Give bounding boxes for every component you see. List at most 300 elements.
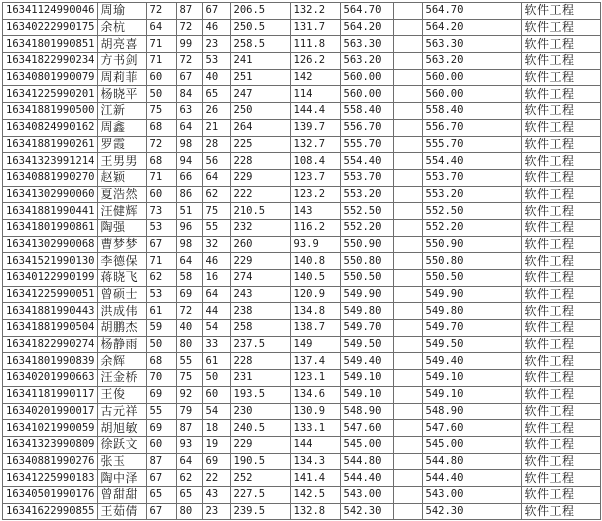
cell-student-id[interactable]: 16341225990201 <box>3 86 98 103</box>
cell-score-5[interactable]: 140.8 <box>290 253 340 270</box>
cell-final-total[interactable]: 544.40 <box>422 470 521 487</box>
cell-name[interactable]: 夏浩然 <box>97 186 146 203</box>
cell-final-total[interactable]: 556.70 <box>422 119 521 136</box>
cell-student-id[interactable]: 16340501990176 <box>3 486 98 503</box>
cell-score-5[interactable]: 108.4 <box>290 153 340 170</box>
cell-student-id[interactable]: 16341822990234 <box>3 53 98 70</box>
cell-major[interactable]: 软件工程 <box>521 436 600 453</box>
cell-name[interactable]: 赵颖 <box>97 169 146 186</box>
cell-score-2[interactable]: 51 <box>176 203 202 220</box>
cell-student-id[interactable]: 16341622990855 <box>3 503 98 520</box>
cell-score-2[interactable]: 96 <box>176 219 202 236</box>
cell-final-total[interactable]: 552.20 <box>422 219 521 236</box>
cell-score-4[interactable]: 229 <box>230 253 290 270</box>
cell-score-1[interactable]: 71 <box>146 36 176 53</box>
cell-empty[interactable] <box>393 219 422 236</box>
cell-score-1[interactable]: 71 <box>146 169 176 186</box>
cell-score-3[interactable]: 32 <box>202 236 230 253</box>
cell-name[interactable]: 陶中泽 <box>97 470 146 487</box>
cell-score-1[interactable]: 50 <box>146 86 176 103</box>
cell-score-1[interactable]: 67 <box>146 470 176 487</box>
cell-final-total[interactable]: 543.00 <box>422 486 521 503</box>
cell-score-1[interactable]: 70 <box>146 370 176 387</box>
cell-empty[interactable] <box>393 320 422 337</box>
cell-name[interactable]: 周瑜 <box>97 3 146 20</box>
cell-score-2[interactable]: 58 <box>176 270 202 287</box>
cell-score-4[interactable]: 250 <box>230 103 290 120</box>
cell-score-5[interactable]: 140.5 <box>290 270 340 287</box>
cell-final-total[interactable]: 553.70 <box>422 169 521 186</box>
cell-score-1[interactable]: 60 <box>146 186 176 203</box>
cell-total[interactable]: 544.80 <box>340 453 393 470</box>
cell-final-total[interactable]: 555.70 <box>422 136 521 153</box>
cell-final-total[interactable]: 547.60 <box>422 420 521 437</box>
cell-student-id[interactable]: 16341881990443 <box>3 303 98 320</box>
cell-score-2[interactable]: 40 <box>176 320 202 337</box>
cell-score-4[interactable]: 240.5 <box>230 420 290 437</box>
cell-total[interactable]: 549.80 <box>340 303 393 320</box>
cell-score-4[interactable]: 264 <box>230 119 290 136</box>
cell-empty[interactable] <box>393 169 422 186</box>
cell-score-3[interactable]: 55 <box>202 219 230 236</box>
cell-score-1[interactable]: 60 <box>146 69 176 86</box>
cell-score-2[interactable]: 72 <box>176 19 202 36</box>
cell-score-3[interactable]: 46 <box>202 19 230 36</box>
cell-name[interactable]: 罗霞 <box>97 136 146 153</box>
cell-score-5[interactable]: 111.8 <box>290 36 340 53</box>
cell-score-2[interactable]: 80 <box>176 336 202 353</box>
cell-total[interactable]: 560.00 <box>340 69 393 86</box>
cell-student-id[interactable]: 16341881990441 <box>3 203 98 220</box>
cell-score-5[interactable]: 114 <box>290 86 340 103</box>
cell-score-4[interactable]: 247 <box>230 86 290 103</box>
cell-score-4[interactable]: 228 <box>230 153 290 170</box>
cell-empty[interactable] <box>393 136 422 153</box>
cell-score-1[interactable]: 69 <box>146 386 176 403</box>
cell-final-total[interactable]: 549.10 <box>422 370 521 387</box>
cell-student-id[interactable]: 16341225990051 <box>3 286 98 303</box>
cell-score-3[interactable]: 54 <box>202 403 230 420</box>
cell-score-2[interactable]: 79 <box>176 403 202 420</box>
cell-major[interactable]: 软件工程 <box>521 36 600 53</box>
cell-score-3[interactable]: 60 <box>202 386 230 403</box>
cell-score-4[interactable]: 251 <box>230 69 290 86</box>
cell-score-3[interactable]: 18 <box>202 420 230 437</box>
cell-final-total[interactable]: 549.90 <box>422 286 521 303</box>
cell-student-id[interactable]: 16341881990504 <box>3 320 98 337</box>
cell-name[interactable]: 胡旭敏 <box>97 420 146 437</box>
cell-final-total[interactable]: 548.90 <box>422 403 521 420</box>
cell-score-5[interactable]: 132.7 <box>290 136 340 153</box>
cell-major[interactable]: 软件工程 <box>521 486 600 503</box>
cell-empty[interactable] <box>393 36 422 53</box>
cell-name[interactable]: 洪成伟 <box>97 303 146 320</box>
cell-score-1[interactable]: 72 <box>146 136 176 153</box>
cell-score-4[interactable]: 252 <box>230 470 290 487</box>
cell-score-3[interactable]: 64 <box>202 286 230 303</box>
cell-total[interactable]: 552.50 <box>340 203 393 220</box>
cell-score-2[interactable]: 64 <box>176 453 202 470</box>
cell-score-3[interactable]: 23 <box>202 36 230 53</box>
cell-empty[interactable] <box>393 119 422 136</box>
cell-score-2[interactable]: 55 <box>176 353 202 370</box>
cell-empty[interactable] <box>393 470 422 487</box>
cell-score-2[interactable]: 94 <box>176 153 202 170</box>
cell-empty[interactable] <box>393 336 422 353</box>
cell-score-5[interactable]: 134.6 <box>290 386 340 403</box>
cell-student-id[interactable]: 16341801990851 <box>3 36 98 53</box>
cell-student-id[interactable]: 16340201990017 <box>3 403 98 420</box>
cell-empty[interactable] <box>393 3 422 20</box>
cell-total[interactable]: 563.20 <box>340 53 393 70</box>
cell-major[interactable]: 软件工程 <box>521 153 600 170</box>
cell-empty[interactable] <box>393 486 422 503</box>
cell-empty[interactable] <box>393 436 422 453</box>
cell-score-2[interactable]: 65 <box>176 486 202 503</box>
cell-name[interactable]: 曾硕士 <box>97 286 146 303</box>
cell-score-4[interactable]: 222 <box>230 186 290 203</box>
cell-score-5[interactable]: 137.4 <box>290 353 340 370</box>
cell-name[interactable]: 张玉 <box>97 453 146 470</box>
cell-name[interactable]: 周莉菲 <box>97 69 146 86</box>
cell-student-id[interactable]: 16341181990117 <box>3 386 98 403</box>
cell-score-3[interactable]: 22 <box>202 470 230 487</box>
cell-major[interactable]: 软件工程 <box>521 103 600 120</box>
cell-major[interactable]: 软件工程 <box>521 420 600 437</box>
cell-total[interactable]: 550.90 <box>340 236 393 253</box>
cell-name[interactable]: 汪健辉 <box>97 203 146 220</box>
cell-score-4[interactable]: 228 <box>230 353 290 370</box>
cell-score-4[interactable]: 258.5 <box>230 36 290 53</box>
cell-score-1[interactable]: 50 <box>146 336 176 353</box>
cell-total[interactable]: 549.40 <box>340 353 393 370</box>
cell-major[interactable]: 软件工程 <box>521 470 600 487</box>
cell-major[interactable]: 软件工程 <box>521 286 600 303</box>
cell-total[interactable]: 549.10 <box>340 370 393 387</box>
cell-score-5[interactable]: 144.4 <box>290 103 340 120</box>
cell-score-1[interactable]: 55 <box>146 403 176 420</box>
cell-score-3[interactable]: 26 <box>202 103 230 120</box>
cell-empty[interactable] <box>393 53 422 70</box>
cell-score-5[interactable]: 116.2 <box>290 219 340 236</box>
cell-major[interactable]: 软件工程 <box>521 219 600 236</box>
cell-total[interactable]: 553.20 <box>340 186 393 203</box>
cell-final-total[interactable]: 550.50 <box>422 270 521 287</box>
cell-major[interactable]: 软件工程 <box>521 403 600 420</box>
cell-final-total[interactable]: 558.40 <box>422 103 521 120</box>
cell-final-total[interactable]: 553.20 <box>422 186 521 203</box>
cell-score-5[interactable]: 132.8 <box>290 503 340 520</box>
cell-total[interactable]: 552.20 <box>340 219 393 236</box>
cell-name[interactable]: 胡鹏杰 <box>97 320 146 337</box>
cell-score-1[interactable]: 71 <box>146 53 176 70</box>
cell-empty[interactable] <box>393 153 422 170</box>
cell-total[interactable]: 549.90 <box>340 286 393 303</box>
cell-name[interactable]: 周鑫 <box>97 119 146 136</box>
cell-student-id[interactable]: 16341801990861 <box>3 219 98 236</box>
cell-student-id[interactable]: 16341521990130 <box>3 253 98 270</box>
cell-total[interactable]: 549.70 <box>340 320 393 337</box>
cell-name[interactable]: 曹梦梦 <box>97 236 146 253</box>
cell-major[interactable]: 软件工程 <box>521 203 600 220</box>
cell-score-4[interactable]: 231 <box>230 370 290 387</box>
cell-major[interactable]: 软件工程 <box>521 253 600 270</box>
cell-major[interactable]: 软件工程 <box>521 336 600 353</box>
cell-empty[interactable] <box>393 19 422 36</box>
cell-student-id[interactable]: 16341881990500 <box>3 103 98 120</box>
cell-major[interactable]: 软件工程 <box>521 169 600 186</box>
cell-score-4[interactable]: 243 <box>230 286 290 303</box>
cell-name[interactable]: 李德保 <box>97 253 146 270</box>
cell-score-3[interactable]: 64 <box>202 169 230 186</box>
cell-score-4[interactable]: 237.5 <box>230 336 290 353</box>
cell-final-total[interactable]: 563.20 <box>422 53 521 70</box>
cell-major[interactable]: 软件工程 <box>521 136 600 153</box>
cell-student-id[interactable]: 16340881990276 <box>3 453 98 470</box>
cell-empty[interactable] <box>393 453 422 470</box>
cell-empty[interactable] <box>393 303 422 320</box>
cell-student-id[interactable]: 16341881990261 <box>3 136 98 153</box>
cell-score-5[interactable]: 132.2 <box>290 3 340 20</box>
cell-total[interactable]: 563.30 <box>340 36 393 53</box>
cell-score-4[interactable]: 229 <box>230 169 290 186</box>
cell-score-1[interactable]: 60 <box>146 436 176 453</box>
cell-student-id[interactable]: 16341323991214 <box>3 153 98 170</box>
cell-score-2[interactable]: 64 <box>176 253 202 270</box>
cell-score-4[interactable]: 260 <box>230 236 290 253</box>
cell-final-total[interactable]: 549.40 <box>422 353 521 370</box>
cell-student-id[interactable]: 16341323990809 <box>3 436 98 453</box>
cell-score-2[interactable]: 99 <box>176 36 202 53</box>
cell-major[interactable]: 软件工程 <box>521 303 600 320</box>
cell-total[interactable]: 560.00 <box>340 86 393 103</box>
cell-score-1[interactable]: 64 <box>146 19 176 36</box>
cell-final-total[interactable]: 542.30 <box>422 503 521 520</box>
cell-total[interactable]: 564.20 <box>340 19 393 36</box>
cell-score-2[interactable]: 72 <box>176 303 202 320</box>
cell-score-1[interactable]: 53 <box>146 219 176 236</box>
cell-final-total[interactable]: 552.50 <box>422 203 521 220</box>
cell-score-4[interactable]: 241 <box>230 53 290 70</box>
cell-empty[interactable] <box>393 353 422 370</box>
cell-score-3[interactable]: 21 <box>202 119 230 136</box>
cell-name[interactable]: 王俊 <box>97 386 146 403</box>
cell-empty[interactable] <box>393 420 422 437</box>
cell-score-5[interactable]: 142.5 <box>290 486 340 503</box>
cell-empty[interactable] <box>393 103 422 120</box>
cell-name[interactable]: 陶强 <box>97 219 146 236</box>
cell-score-3[interactable]: 46 <box>202 253 230 270</box>
cell-final-total[interactable]: 544.80 <box>422 453 521 470</box>
cell-empty[interactable] <box>393 286 422 303</box>
cell-name[interactable]: 王男男 <box>97 153 146 170</box>
cell-name[interactable]: 古元祥 <box>97 403 146 420</box>
cell-major[interactable]: 软件工程 <box>521 119 600 136</box>
cell-score-5[interactable]: 123.2 <box>290 186 340 203</box>
cell-score-2[interactable]: 72 <box>176 53 202 70</box>
cell-score-4[interactable]: 238 <box>230 303 290 320</box>
cell-score-3[interactable]: 67 <box>202 3 230 20</box>
cell-total[interactable]: 556.70 <box>340 119 393 136</box>
cell-score-4[interactable]: 229 <box>230 436 290 453</box>
cell-score-3[interactable]: 28 <box>202 136 230 153</box>
cell-final-total[interactable]: 549.10 <box>422 386 521 403</box>
cell-score-1[interactable]: 71 <box>146 253 176 270</box>
cell-score-2[interactable]: 64 <box>176 119 202 136</box>
cell-final-total[interactable]: 549.70 <box>422 320 521 337</box>
cell-score-1[interactable]: 67 <box>146 503 176 520</box>
cell-total[interactable]: 558.40 <box>340 103 393 120</box>
cell-score-2[interactable]: 98 <box>176 236 202 253</box>
cell-student-id[interactable]: 16340222990175 <box>3 19 98 36</box>
cell-final-total[interactable]: 564.20 <box>422 19 521 36</box>
cell-score-1[interactable]: 68 <box>146 353 176 370</box>
cell-name[interactable]: 余辉 <box>97 353 146 370</box>
cell-score-5[interactable]: 131.7 <box>290 19 340 36</box>
cell-total[interactable]: 549.50 <box>340 336 393 353</box>
cell-score-5[interactable]: 144 <box>290 436 340 453</box>
cell-name[interactable]: 王茹倩 <box>97 503 146 520</box>
cell-empty[interactable] <box>393 253 422 270</box>
cell-major[interactable]: 软件工程 <box>521 320 600 337</box>
cell-score-5[interactable]: 139.7 <box>290 119 340 136</box>
cell-score-2[interactable]: 86 <box>176 186 202 203</box>
cell-total[interactable]: 550.80 <box>340 253 393 270</box>
cell-total[interactable]: 548.90 <box>340 403 393 420</box>
cell-total[interactable]: 554.40 <box>340 153 393 170</box>
cell-student-id[interactable]: 16340881990270 <box>3 169 98 186</box>
cell-score-5[interactable]: 126.2 <box>290 53 340 70</box>
cell-student-id[interactable]: 16341124990046 <box>3 3 98 20</box>
cell-name[interactable]: 方书剑 <box>97 53 146 70</box>
cell-score-2[interactable]: 92 <box>176 386 202 403</box>
cell-empty[interactable] <box>393 270 422 287</box>
cell-score-5[interactable]: 123.1 <box>290 370 340 387</box>
cell-major[interactable]: 软件工程 <box>521 386 600 403</box>
cell-empty[interactable] <box>393 403 422 420</box>
cell-total[interactable]: 564.70 <box>340 3 393 20</box>
cell-score-4[interactable]: 258 <box>230 320 290 337</box>
cell-major[interactable]: 软件工程 <box>521 19 600 36</box>
cell-major[interactable]: 软件工程 <box>521 53 600 70</box>
cell-score-1[interactable]: 68 <box>146 119 176 136</box>
cell-student-id[interactable]: 16341302990060 <box>3 186 98 203</box>
cell-empty[interactable] <box>393 69 422 86</box>
cell-score-1[interactable]: 53 <box>146 286 176 303</box>
cell-empty[interactable] <box>393 186 422 203</box>
cell-score-5[interactable]: 134.3 <box>290 453 340 470</box>
cell-score-1[interactable]: 73 <box>146 203 176 220</box>
cell-score-3[interactable]: 54 <box>202 320 230 337</box>
cell-total[interactable]: 555.70 <box>340 136 393 153</box>
cell-student-id[interactable]: 16341302990068 <box>3 236 98 253</box>
cell-score-5[interactable]: 138.7 <box>290 320 340 337</box>
cell-score-3[interactable]: 61 <box>202 353 230 370</box>
cell-major[interactable]: 软件工程 <box>521 3 600 20</box>
cell-score-3[interactable]: 44 <box>202 303 230 320</box>
cell-student-id[interactable]: 16340824990162 <box>3 119 98 136</box>
cell-major[interactable]: 软件工程 <box>521 453 600 470</box>
cell-score-2[interactable]: 67 <box>176 69 202 86</box>
cell-score-3[interactable]: 16 <box>202 270 230 287</box>
cell-empty[interactable] <box>393 386 422 403</box>
cell-empty[interactable] <box>393 370 422 387</box>
cell-score-2[interactable]: 69 <box>176 286 202 303</box>
cell-name[interactable]: 胡亮喜 <box>97 36 146 53</box>
cell-score-5[interactable]: 123.7 <box>290 169 340 186</box>
cell-final-total[interactable]: 554.40 <box>422 153 521 170</box>
cell-final-total[interactable]: 550.90 <box>422 236 521 253</box>
cell-score-5[interactable]: 133.1 <box>290 420 340 437</box>
cell-final-total[interactable]: 549.50 <box>422 336 521 353</box>
cell-final-total[interactable]: 550.80 <box>422 253 521 270</box>
cell-major[interactable]: 软件工程 <box>521 69 600 86</box>
cell-score-3[interactable]: 23 <box>202 503 230 520</box>
cell-name[interactable]: 徐跃文 <box>97 436 146 453</box>
cell-score-2[interactable]: 93 <box>176 436 202 453</box>
cell-score-2[interactable]: 63 <box>176 103 202 120</box>
cell-empty[interactable] <box>393 203 422 220</box>
cell-score-5[interactable]: 134.8 <box>290 303 340 320</box>
cell-major[interactable]: 软件工程 <box>521 370 600 387</box>
cell-score-4[interactable]: 225 <box>230 136 290 153</box>
cell-student-id[interactable]: 16341822990274 <box>3 336 98 353</box>
cell-score-1[interactable]: 62 <box>146 270 176 287</box>
cell-empty[interactable] <box>393 503 422 520</box>
cell-total[interactable]: 550.50 <box>340 270 393 287</box>
cell-score-1[interactable]: 59 <box>146 320 176 337</box>
cell-score-3[interactable]: 62 <box>202 186 230 203</box>
cell-major[interactable]: 软件工程 <box>521 503 600 520</box>
cell-total[interactable]: 547.60 <box>340 420 393 437</box>
cell-score-3[interactable]: 56 <box>202 153 230 170</box>
cell-score-1[interactable]: 68 <box>146 153 176 170</box>
cell-score-3[interactable]: 43 <box>202 486 230 503</box>
cell-name[interactable]: 余杭 <box>97 19 146 36</box>
cell-final-total[interactable]: 560.00 <box>422 86 521 103</box>
cell-score-5[interactable]: 130.9 <box>290 403 340 420</box>
cell-major[interactable]: 软件工程 <box>521 86 600 103</box>
cell-total[interactable]: 543.00 <box>340 486 393 503</box>
cell-name[interactable]: 杨静雨 <box>97 336 146 353</box>
cell-score-5[interactable]: 149 <box>290 336 340 353</box>
cell-name[interactable]: 江新 <box>97 103 146 120</box>
cell-final-total[interactable]: 563.30 <box>422 36 521 53</box>
cell-score-1[interactable]: 87 <box>146 453 176 470</box>
cell-score-3[interactable]: 40 <box>202 69 230 86</box>
cell-final-total[interactable]: 549.80 <box>422 303 521 320</box>
cell-final-total[interactable]: 560.00 <box>422 69 521 86</box>
cell-major[interactable]: 软件工程 <box>521 236 600 253</box>
cell-major[interactable]: 软件工程 <box>521 186 600 203</box>
cell-score-5[interactable]: 142 <box>290 69 340 86</box>
cell-score-3[interactable]: 19 <box>202 436 230 453</box>
cell-score-2[interactable]: 87 <box>176 420 202 437</box>
cell-score-3[interactable]: 65 <box>202 86 230 103</box>
cell-student-id[interactable]: 16340801990079 <box>3 69 98 86</box>
cell-total[interactable]: 544.40 <box>340 470 393 487</box>
cell-score-4[interactable]: 232 <box>230 219 290 236</box>
cell-name[interactable]: 曾甜甜 <box>97 486 146 503</box>
cell-score-4[interactable]: 239.5 <box>230 503 290 520</box>
cell-student-id[interactable]: 16341801990839 <box>3 353 98 370</box>
cell-score-4[interactable]: 190.5 <box>230 453 290 470</box>
cell-score-1[interactable]: 75 <box>146 103 176 120</box>
cell-score-2[interactable]: 62 <box>176 470 202 487</box>
cell-total[interactable]: 549.10 <box>340 386 393 403</box>
cell-score-3[interactable]: 50 <box>202 370 230 387</box>
cell-final-total[interactable]: 564.70 <box>422 3 521 20</box>
